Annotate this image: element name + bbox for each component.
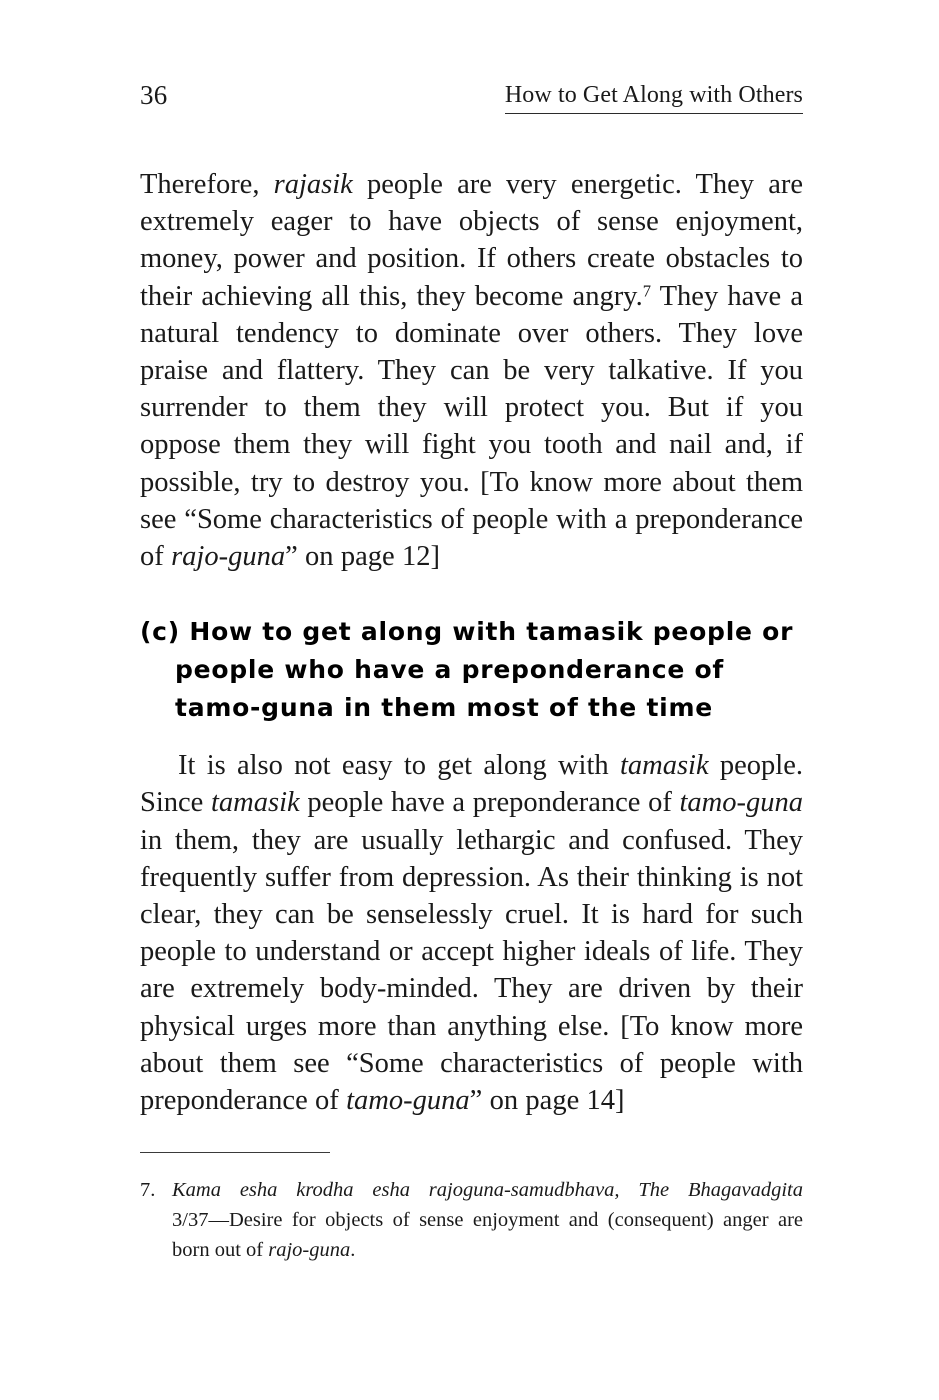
p1-seg-2: people are very energetic. They are extremely eager to have objects of sense enjoyment, money, power and position. If others create obstacles to their achieving all this, they become angry. — [140, 169, 804, 312]
footnote-translation-text: 3/37—Desire for objects of sense enjoyment and (consequent) anger are born out of — [172, 1209, 803, 1261]
section-heading-text: How to get along with tamasik people or people who have a preponderance of tamo-guna in them most of the time — [175, 617, 794, 723]
p2-italic-tamasik-1: tamasik — [619, 750, 709, 782]
p1-italic-rajo-guna: rajo-guna — [171, 541, 286, 573]
p2-italic-tamasik-2: tamasik — [210, 787, 300, 819]
footnote-number: 7. — [140, 1179, 156, 1201]
p2-seg-2: people. Since — [140, 750, 803, 819]
p2-seg-4: in them, they are usually lethargic and confused. They frequently suffer from depression. As their thinking is not clear, they can be senselessly cruel. It is hard for such people to understand or accept higher ideals of life. They are extremely body-minded. They are driven by their physical urges more than anything else. [To know more about them see “Some characteristics of people with preponderance of — [140, 824, 803, 1117]
footnote-citation-italic: Kama esha krodha esha rajoguna-samudbhava, The Bhagavadgita — [172, 1179, 803, 1201]
running-head-title-wrap — [505, 82, 803, 114]
p2-seg-1: It is also not easy to get along with — [178, 750, 620, 782]
footnote-separator-rule — [140, 1152, 330, 1153]
running-head-rule — [505, 113, 803, 114]
running-head — [140, 82, 803, 114]
paragraph-1 — [140, 166, 803, 575]
p2-italic-tamo-guna-1: tamo-guna — [679, 787, 803, 819]
p1-italic-rajasik: rajasik — [273, 169, 353, 200]
section-heading — [140, 613, 803, 727]
footnote-translation-end: . — [350, 1239, 356, 1261]
running-head-title: How to Get Along with Others — [504, 82, 803, 108]
footnote-marker-7[interactable]: 7 — [642, 281, 651, 301]
p1-seg-3: They have a natural tendency to dominate over others. They love praise and flattery. They can be very talkative. If you surrender to them they will protect you. But if you oppose them they will fight you tooth and nail and, if possible, try to destroy you. [To know more about them see “Some characteristics of people with a preponderance of — [140, 280, 804, 573]
section-heading-block — [140, 613, 803, 727]
section-heading-label: (c) — [140, 617, 180, 647]
body-text-column — [140, 166, 803, 1119]
footnote-area — [140, 1152, 803, 1265]
footnote-translation — [172, 1205, 803, 1265]
p1-seg-1: Therefore, — [140, 169, 274, 200]
footnote-item — [140, 1175, 803, 1265]
p2-italic-tamo-guna-2: tamo-guna — [346, 1085, 470, 1117]
footnote-italic-rajo-guna: rajo-guna — [268, 1239, 351, 1261]
p2-seg-3: people have a preponderance of — [299, 787, 680, 819]
paragraph-2 — [140, 747, 803, 1119]
page-number: 36 — [140, 80, 168, 110]
p1-seg-4: ” on page 12] — [285, 541, 440, 573]
p2-seg-5: ” on page 14] — [469, 1085, 625, 1117]
